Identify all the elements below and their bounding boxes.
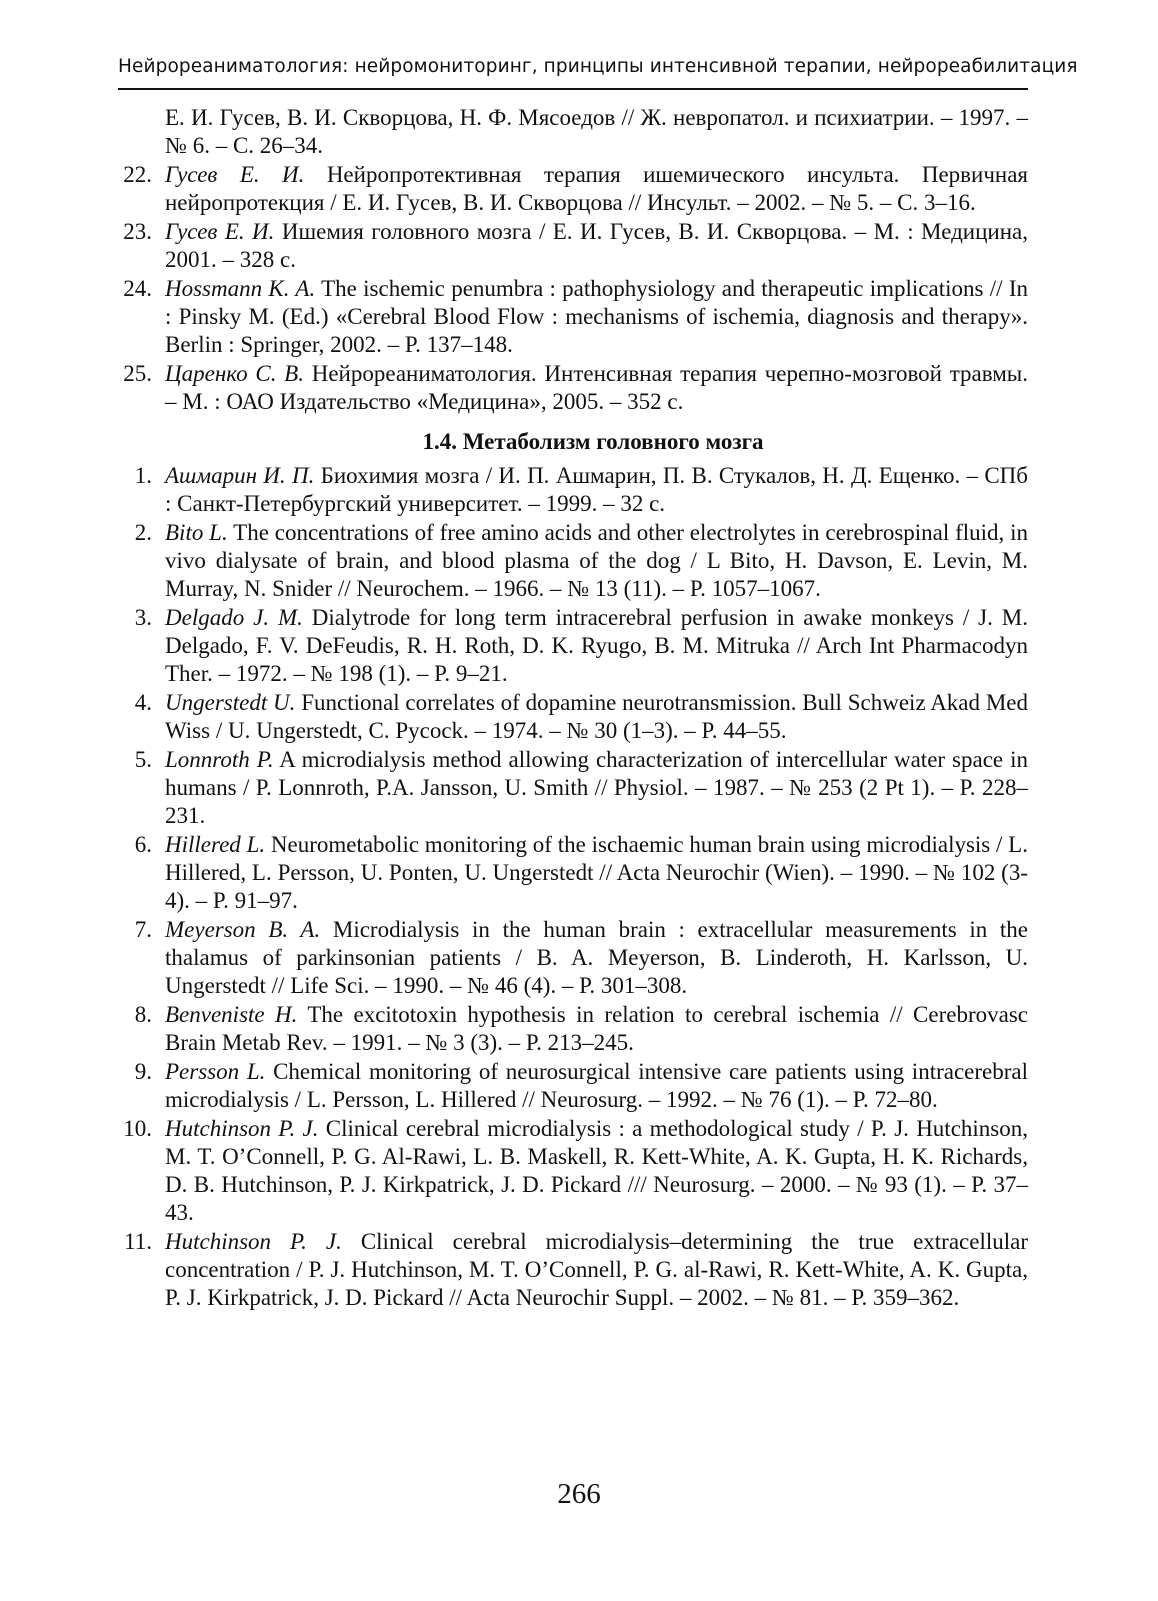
reference-text: Ишемия головного мозга / Е. И. Гусев, В. И. Скворцова. – М. : Медицина, 2001. – 328 с.: [165, 219, 1028, 272]
reference-number: 10.: [123, 1116, 152, 1141]
running-header: Нейрореаниматология: нейромониторинг, принципы интенсивной терапии, нейрореабилитация: [118, 56, 1078, 77]
reference-author: Ungerstedt U.: [165, 690, 296, 715]
reference-text: Нейропротективная терапия ишемического инсульта. Первичная нейропротекция / Е. И. Гусев, В. И. Скворцова // Инсульт. – 2002. – № 5. – С. 3–16.: [165, 162, 1029, 215]
section-references: [118, 462, 1028, 1312]
reference-item: [118, 916, 1028, 1000]
reference-item: [118, 1058, 1028, 1114]
reference-author: Hutchinson P. J.: [165, 1116, 319, 1141]
reference-item: [118, 462, 1028, 518]
reference-author: Hutchinson P. J.: [165, 1229, 342, 1254]
reference-author: Hossmann K. A.: [165, 276, 316, 301]
reference-item: [118, 1001, 1028, 1057]
reference-text: Биохимия мозга / И. П. Ашмарин, П. В. Стукалов, Н. Д. Ещенко. – СПб : Санкт-Петербургский университет. – 1999. – 32 с.: [165, 463, 1028, 516]
header-rule: [118, 88, 1028, 90]
reference-number: 2.: [134, 520, 152, 545]
reference-text: The concentrations of free amino acids and other electrolytes in cerebrospinal fluid, in vivo dialysate of brain, and blood plasma of the dog / L Bito, H. Davson, E. Levin, M. Murray, N. Snider // Neurochem. – 1966. – № 13 (11). – P. 1057–1067.: [165, 520, 1029, 601]
reference-text: Clinical cerebral microdialysis : a methodological study / P. J. Hutchinson, M. T. O’Connell, P. G. Al-Rawi, L. B. Maskell, R. Kett-White, A. K. Gupta, H. K. Richards, D. B. Hutchinson, P. J. Kirkpatrick, J. D. Pickard /// Neurosurg. – 2000. – № 93 (1). – P. 37–43.: [165, 1116, 1028, 1225]
reference-author: Царенко С. В.: [165, 361, 304, 386]
reference-item: [118, 275, 1028, 359]
reference-text: A microdialysis method allowing characterization of intercellular water space in humans / P. Lonnroth, P.A. Jansson, U. Smith // Physiol. – 1987. – № 253 (2 Pt 1). – P. 228–231.: [165, 747, 1028, 828]
reference-item: [118, 519, 1028, 603]
reference-number: 4.: [134, 690, 152, 715]
reference-text: The ischemic penumbra : pathophysiology and therapeutic implications // In : Pinsky M. (Ed.) «Cerebral Blood Flow : mechanisms of ischemia, diagnosis and therapy». Berlin : Springer, 2002. – P. 137–148.: [165, 276, 1028, 357]
reference-author: Persson L.: [165, 1059, 266, 1084]
reference-number: 6.: [134, 832, 152, 857]
reference-author: Гусев Е. И.: [165, 219, 275, 244]
page-number: 266: [557, 1478, 601, 1510]
reference-item: [118, 604, 1028, 688]
reference-item: [118, 161, 1028, 217]
reference-author: Meyerson B. A.: [165, 917, 321, 942]
reference-author: Lonnroth P.: [165, 747, 274, 772]
reference-author: Hillered L.: [165, 832, 266, 857]
section-title: 1.4. Метаболизм головного мозга: [422, 429, 764, 454]
reference-number: 23.: [123, 219, 152, 244]
reference-text: Clinical cerebral microdialysis–determining the true extracellular concentration / P. J. Hutchinson, M. T. O’Connell, P. G. al-Rawi, R. Kett-White, A. K. Gupta, P. J. Kirkpatrick, J. D. Pickard // Acta Neurochir Suppl. – 2002. – № 81. – P. 359–362.: [165, 1229, 1028, 1310]
reference-number: 9.: [134, 1059, 152, 1084]
reference-number: 22.: [123, 162, 152, 187]
reference-text: Нейрореаниматология. Интенсивная терапия черепно-мозговой травмы. – М. : ОАО Издательство «Медицина», 2005. – 352 с.: [165, 361, 1028, 414]
reference-number: 8.: [134, 1002, 152, 1027]
reference-text: Dialytrode for long term intracerebral perfusion in awake monkeys / J. M. Delgado, F. V. DeFeudis, R. H. Roth, D. K. Ryugo, B. M. Mitruka // Arch Int Pharmacodyn Ther. – 1972. – № 198 (1). – P. 9–21.: [165, 605, 1028, 686]
reference-text: The excitotoxin hypothesis in relation to cerebral ischemia // Cerebrovasc Brain Metab Rev. – 1991. – № 3 (3). – P. 213–245.: [165, 1002, 1029, 1055]
reference-item: [118, 360, 1028, 416]
reference-author: Гусев Е. И.: [165, 162, 305, 187]
reference-number: 3.: [134, 605, 152, 630]
reference-number: 5.: [134, 747, 152, 772]
reference-number: 11.: [124, 1229, 152, 1254]
reference-text: Functional correlates of dopamine neurotransmission. Bull Schweiz Akad Med Wiss / U. Ungerstedt, C. Pycock. – 1974. – № 30 (1–3). – P. 44–55.: [165, 690, 1028, 743]
previous-section-references: [118, 161, 1028, 416]
reference-item: [118, 1115, 1028, 1227]
reference-author: Ашмарин И. П.: [165, 463, 315, 488]
reference-item: [118, 831, 1028, 915]
reference-text: Microdialysis in the human brain : extracellular measurements in the thalamus of parkinsonian patients / B. A. Meyerson, B. Linderoth, H. Karlsson, U. Ungerstedt // Life Sci. – 1990. – № 46 (4). – P. 301–308.: [165, 917, 1029, 998]
reference-item: [118, 218, 1028, 274]
reference-author: Delgado J. M.: [165, 605, 303, 630]
reference-author: Bito L.: [165, 520, 228, 545]
reference-text: Neurometabolic monitoring of the ischaemic human brain using microdialysis / L. Hillered, L. Persson, U. Ponten, U. Ungerstedt // Acta Neurochir (Wien). – 1990. – № 102 (3-4). – P. 91–97.: [165, 832, 1028, 913]
reference-item: [118, 1228, 1028, 1312]
reference-number: 7.: [134, 917, 152, 942]
reference-item: [118, 689, 1028, 745]
continuation-entry: Е. И. Гусев, В. И. Скворцова, Н. Ф. Мясоедов // Ж. невропатол. и психиатрии. – 1997. – № 6. – С. 26–34.: [165, 105, 1028, 158]
reference-author: Benveniste H.: [165, 1002, 298, 1027]
reference-list: [118, 104, 1028, 1313]
reference-number: 25.: [123, 361, 152, 386]
reference-number: 1.: [134, 463, 152, 488]
reference-text: Chemical monitoring of neurosurgical intensive care patients using intracerebral microdialysis / L. Persson, L. Hillered // Neurosurg. – 1992. – № 76 (1). – P. 72–80.: [165, 1059, 1028, 1112]
reference-item: [118, 746, 1028, 830]
reference-number: 24.: [123, 276, 152, 301]
